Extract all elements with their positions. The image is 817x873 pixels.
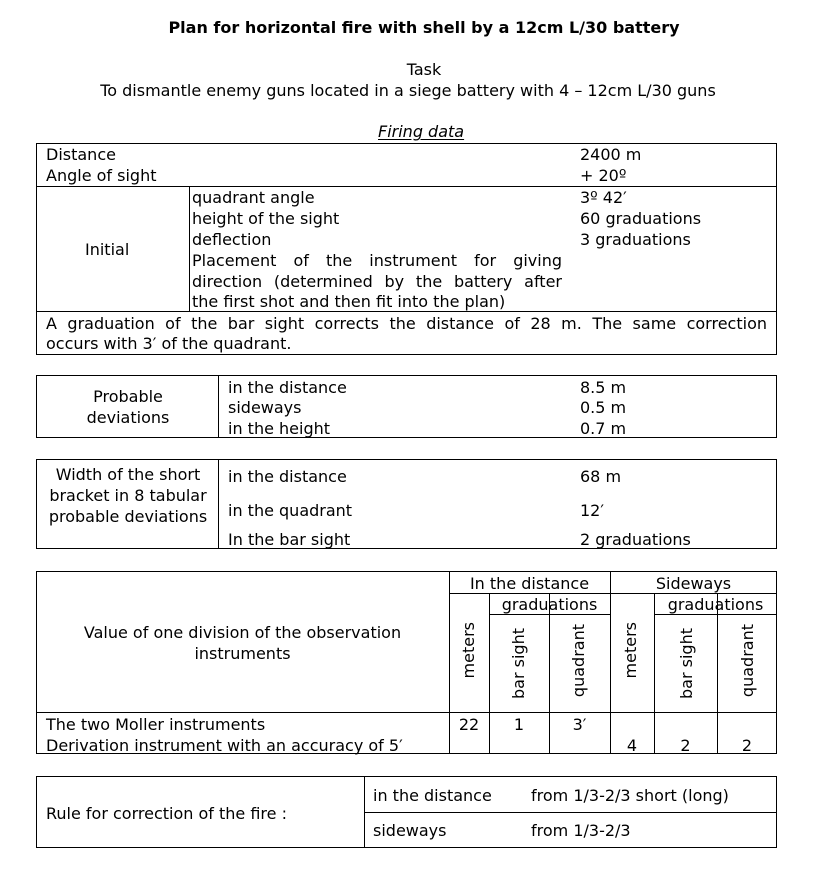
instrument-row-label: The two Moller instruments — [46, 715, 266, 734]
deviation-label: sideways — [228, 398, 302, 417]
sight-height-label: height of the sight — [192, 209, 340, 228]
firing-data-caption: Firing data — [378, 122, 465, 141]
meters-column-header: meters — [621, 622, 640, 679]
task-heading: Task — [406, 60, 442, 79]
quadrant-angle-value: 3º 42′ — [580, 188, 627, 207]
correction-note-line-2: occurs with 3′ of the quadrant. — [46, 334, 292, 353]
instrument-value: 3′ — [572, 715, 587, 734]
bracket-value: 68 m — [580, 467, 622, 486]
instrument-value: 2 — [741, 736, 753, 755]
sideways-header: Sideways — [655, 574, 732, 593]
correction-rule-label: Rule for correction of the fire : — [46, 804, 287, 823]
quadrant-angle-label: quadrant angle — [192, 188, 315, 207]
quadrant-column-header: quadrant — [569, 624, 588, 698]
bracket-label: in the quadrant — [228, 501, 353, 520]
document-title: Plan for horizontal fire with shell by a 12cm L/30 battery — [168, 18, 680, 37]
deflection-label: deflection — [192, 230, 272, 249]
angle-of-sight-label: Angle of sight — [46, 166, 157, 185]
deviation-label: in the height — [228, 419, 331, 438]
instrument-value: 1 — [513, 715, 525, 734]
meters-column-header: meters — [459, 622, 478, 679]
bracket-label: In the bar sight — [228, 530, 351, 549]
deviation-value: 0.7 m — [580, 419, 627, 438]
sight-height-value: 60 graduations — [580, 209, 702, 228]
initial-label: Initial — [85, 240, 130, 259]
graduations-header: graduations — [667, 595, 764, 614]
deviation-label: in the distance — [228, 378, 347, 397]
graduations-header: graduations — [501, 595, 598, 614]
deflection-value: 3 graduations — [580, 230, 691, 249]
deviation-value: 8.5 m — [580, 378, 627, 397]
instrument-row-label: Derivation instrument with an accuracy of 5′ — [46, 736, 403, 755]
placement-line-3: the first shot and then fit into the plan) — [192, 292, 506, 311]
placement-line-1: Placement of the instrument for giving — [192, 251, 562, 270]
instrument-value: 22 — [458, 715, 480, 734]
deviation-value: 0.5 m — [580, 398, 627, 417]
observation-label: Value of one division of the observation instruments — [83, 623, 402, 663]
task-text: To dismantle enemy guns located in a siege battery with 4 – 12cm L/30 guns — [100, 81, 716, 100]
rule-value: from 1/3-2/3 short (long) — [531, 786, 729, 805]
quadrant-column-header: quadrant — [738, 624, 757, 698]
bar-sight-column-header: bar sight — [509, 628, 528, 699]
distance-label: Distance — [46, 145, 116, 164]
placement-line-2: direction (determined by the battery after — [192, 272, 562, 291]
distance-value: 2400 m — [580, 145, 642, 164]
bracket-value: 2 graduations — [580, 530, 691, 549]
rule-value: from 1/3-2/3 — [531, 821, 631, 840]
short-bracket-label: Width of the short bracket in 8 tabular probable deviations — [48, 465, 208, 526]
rule-label: sideways — [373, 821, 447, 840]
correction-note-line-1: A graduation of the bar sight corrects the distance of 28 m. The same correction — [46, 314, 767, 333]
in-distance-header: In the distance — [469, 574, 590, 593]
rule-label: in the distance — [373, 786, 492, 805]
bracket-value: 12′ — [580, 501, 604, 520]
bar-sight-column-header: bar sight — [677, 628, 696, 699]
instrument-value: 4 — [626, 736, 638, 755]
angle-of-sight-value: + 20º — [580, 166, 627, 185]
bracket-label: in the distance — [228, 467, 347, 486]
probable-deviations-label: Probable deviations — [86, 387, 170, 427]
instrument-value: 2 — [680, 736, 691, 755]
